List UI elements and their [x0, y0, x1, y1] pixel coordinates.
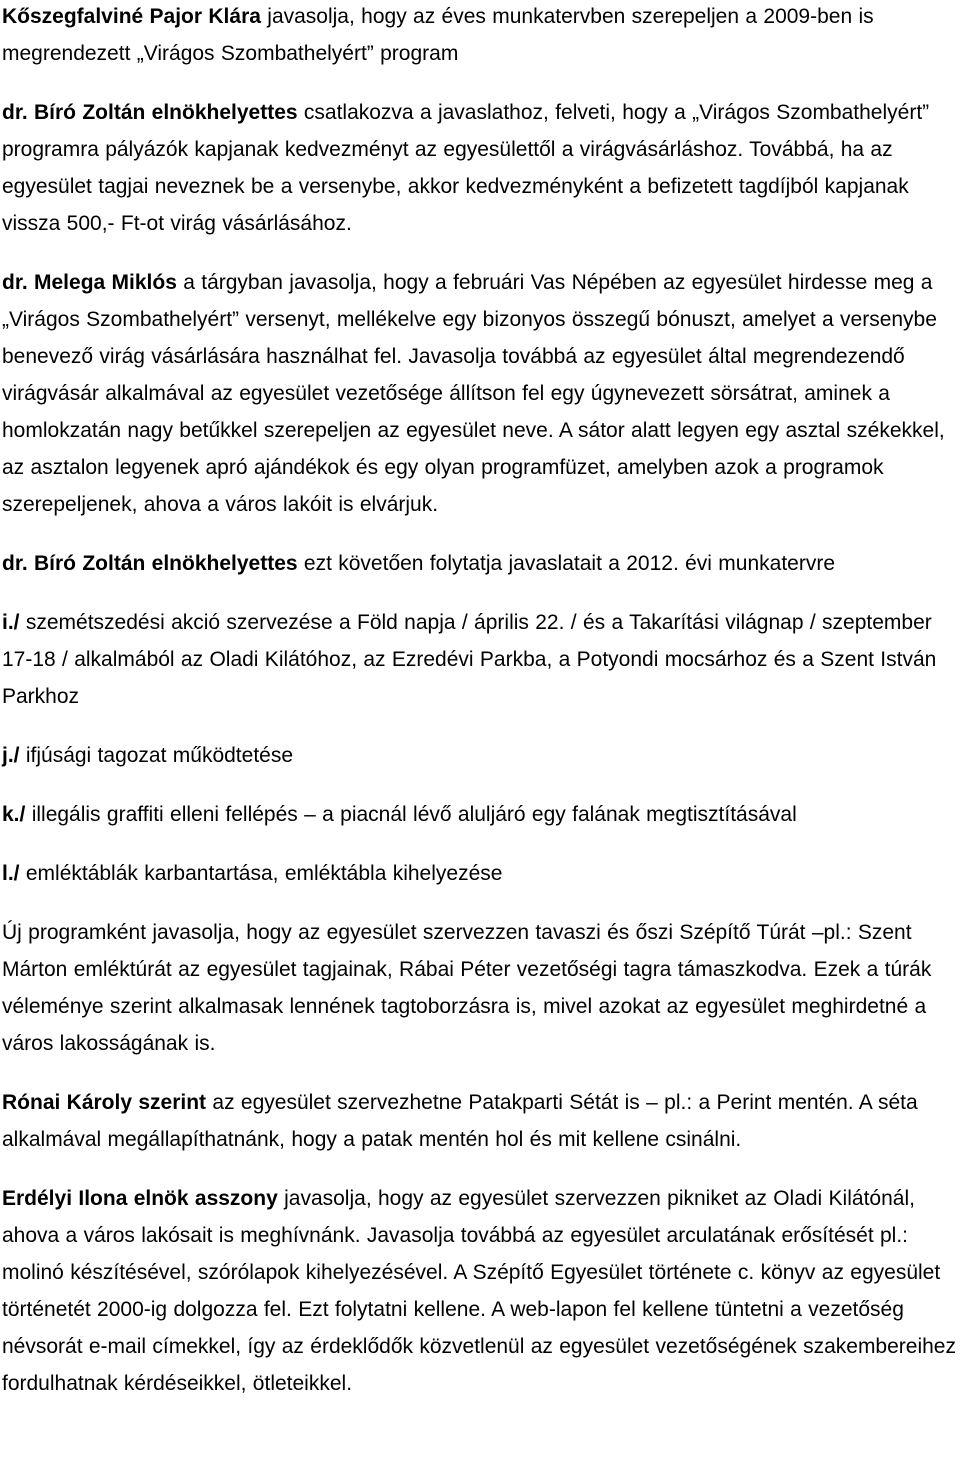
paragraph-text: a tárgyban javasolja, hogy a februári Vas Népében az egyesület hirdesse meg a „Virágos Szombathelyért” versenyt, mellékelve egy bizonyos összegű bónuszt, amelyet a versenybe benevező virág vásárlására használhat fel. Javasolja továbbá az egyesület által megrendezendő virágvásár alkalmával az egyesület vezetősége állítson fel egy úgynevezett sörsátrat, aminek a homlokzatán nagy betűkkel szerepeljen az egyesület neve. A sátor alatt legyen egy asztal székekkel, az asztalon legyenek apró ajándékok és egy olyan programfüzet, amelyben azok a programok szerepeljenek, ahova a város lakóit is elvárjuk.	[2, 271, 945, 516]
paragraph-erdelyi-proposal	[2, 1180, 958, 1402]
paragraph-text: javasolja, hogy az egyesület szervezzen pikniket az Oladi Kilátónál, ahova a város lakósait is meghívnánk. Javasolja továbbá az egyesület arculatának erősítését pl.: molinó készítésével, szórólapok kihelyezésével. A Szépítő Egyesület története c. könyv az egyesület történetét 2000-ig dolgozza fel. Ezt folytatni kellene. A web-lapon fel kellene tüntetni a vezetőség névsorát e-mail címekkel, így az érdeklődők közvetlenül az egyesület vezetőségének szakembereihez fordulhatnak kérdéseikkel, ötleteikkel.	[2, 1187, 956, 1395]
list-marker: k./	[2, 803, 26, 826]
speaker-name: dr. Melega Miklós	[2, 271, 177, 294]
speaker-name: Erdélyi Ilona elnök asszony	[2, 1187, 278, 1210]
paragraph-biro-continuation	[2, 545, 958, 582]
list-item-text: szemétszedési akció szervezése a Föld napja / április 22. / és a Takarítási világnap / szeptember 17-18 / alkalmából az Oladi Kilátóhoz, az Ezredévi Parkba, a Potyondi mocsárhoz és a Szent István Parkhoz	[2, 611, 937, 708]
paragraph-text: javasolja, hogy az éves munkatervben szerepeljen a 2009-ben is megrendezett „Virágos Szombathelyért” program	[2, 5, 874, 65]
speaker-name: dr. Bíró Zoltán elnökhelyettes	[2, 101, 298, 124]
list-item-i	[2, 604, 958, 715]
speaker-name: Rónai Károly szerint	[2, 1091, 207, 1114]
list-item-text: ifjúsági tagozat működtetése	[19, 744, 294, 767]
speaker-name: dr. Bíró Zoltán elnökhelyettes	[2, 552, 298, 575]
paragraph-new-program	[2, 914, 958, 1062]
list-item-k	[2, 796, 958, 833]
paragraph-text: az egyesület szervezhetne Patakparti Sétát is – pl.: a Perint mentén. A séta alkalmával megállapíthatnánk, hogy a patak mentén hol és mit kellene csinálni.	[2, 1091, 918, 1151]
paragraph-kpk-proposal	[2, 0, 958, 72]
paragraph-text: Új programként javasolja, hogy az egyesület szervezzen tavaszi és őszi Szépítő Túrát –pl.: Szent Márton emléktúrát az egyesület tagjainak, Rábai Péter vezetőségi tagra támaszkodva. Ezek a túrák véleménye szerint alkalmasak lennének tagtoborzásra is, mivel azokat az egyesület meghirdetné a város lakosságának is.	[2, 921, 932, 1055]
paragraph-ronai-proposal	[2, 1084, 958, 1158]
paragraph-text: ezt követően folytatja javaslatait a 2012. évi munkatervre	[297, 552, 836, 575]
list-marker: j./	[2, 744, 20, 767]
paragraph-text: csatlakozva a javaslathoz, felveti, hogy a „Virágos Szombathelyért” programra pályázók kapjanak kedvezményt az egyesülettől a virágvásárláshoz. Továbbá, ha az egyesület tagjai neveznek be a versenybe, akkor kedvezményként a befizetett tagdíjból kapjanak vissza 500,- Ft-ot virág vásárlásához.	[2, 101, 930, 235]
list-item-text: illegális graffiti elleni fellépés – a piacnál lévő aluljáró egy falának megtisztításával	[25, 803, 797, 826]
list-item-text: emléktáblák karbantartása, emléktábla kihelyezése	[19, 862, 503, 885]
list-marker: i./	[2, 611, 20, 634]
list-item-l	[2, 855, 958, 892]
paragraph-biro-proposal	[2, 94, 958, 242]
list-item-j	[2, 737, 958, 774]
list-marker: l./	[2, 862, 20, 885]
paragraph-melega-proposal	[2, 264, 958, 523]
speaker-name: Kőszegfalviné Pajor Klára	[2, 5, 261, 28]
